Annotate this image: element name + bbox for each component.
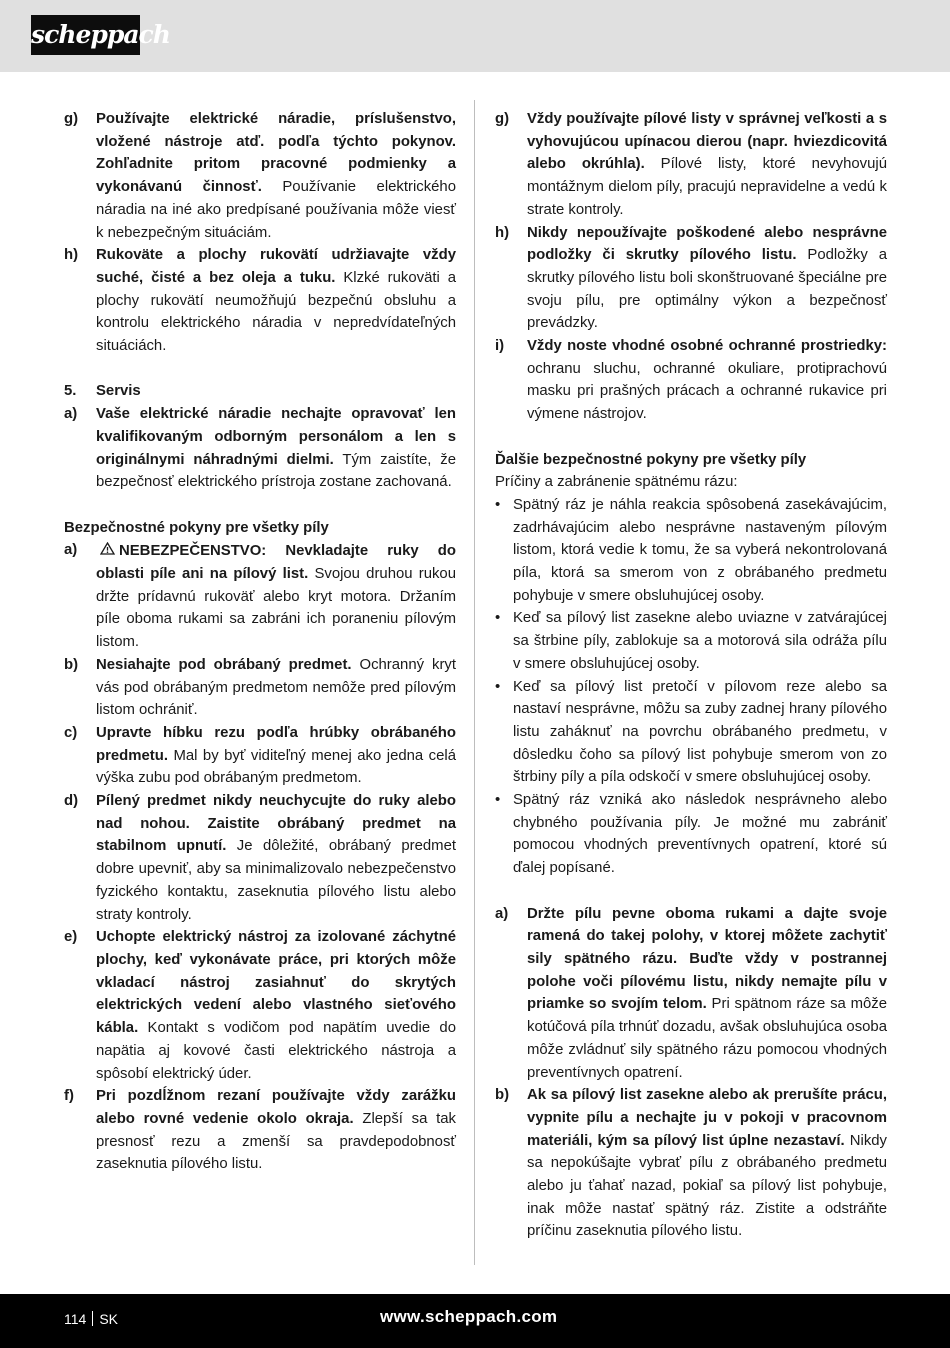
list-item-kickback-b [495, 1084, 887, 1243]
bullet-marker: • [495, 792, 501, 809]
item-marker: g) [64, 111, 79, 127]
item-text: Pri spätnom ráze sa môže kotúčová píla trhnúť dozadu, avšak obsluhujúca osoba môže zvládnuť sily spätného rázu pomocou vhodných preventívnych opatrení. [527, 996, 887, 1081]
section-heading-servis [64, 380, 456, 403]
item-marker: a) [64, 406, 78, 423]
bullet-text: Keď sa pílový list zasekne alebo uviazne v zatvárajúcej sa štrbine píly, zablokuje sa a motorová sila odráža pílu v smere obsluhujúcej osoby. [513, 610, 887, 672]
item-text: Mal by byť viditeľný menej ako jedna celá výška zubu pod obrábaným predmetom. [96, 747, 456, 787]
bullet-marker: • [495, 610, 501, 627]
bullet-text: Spätný ráz vzniká ako následok nesprávneho alebo chybného používania píly. Je možné mu zabrániť pomocou vhodných preventívnych opatrení, ktoré sú ďalej popísané. [513, 792, 887, 877]
item-marker: b) [495, 1087, 510, 1104]
item-bold-text: Ak sa pílový list zasekne alebo ak prerušíte prácu, vypnite pílu a nechajte ju v pokoji v pracovnom materiáli, kým sa pílový list úplne nezastaví. [527, 1087, 887, 1149]
item-bold-text: Vaše elektrické náradie nechajte opravovať len kvalifikovaným odborným personálom a len s originálnymi náhradnými dielmi. [96, 406, 456, 468]
item-bold-text: Držte pílu pevne oboma rukami a dajte svoje ramená do takej polohy, v ktorej môžete zachytiť sily spätného rázu. Buďte vždy v postrannej polohe voči pílovému listu, nikdy nemajte pílu v priamke so svojím telom. [527, 905, 887, 1013]
item-text: Nikdy sa nepokúšajte vybrať pílu z obrábaného predmetu alebo ju ťahať nazad, pokiaľ sa pílový list pohybuje, inak môže nastať spätný ráz. Zistite a odstráňte príčinu zaseknutia pílového listu. [527, 1132, 887, 1240]
item-text: Pílové listy, ktoré nevyhovujú montážnym dielom píly, pracujú nepravidelne a vedú k strate kontroly. [527, 156, 887, 218]
column-divider [474, 100, 475, 1265]
item-marker: a) [495, 905, 509, 922]
item-text: Tým zaistíte, že bezpečnosť elektrického prístroja zostane zachovaná. [96, 451, 457, 491]
list-item-i [495, 335, 887, 426]
bullet-item [495, 607, 887, 675]
scheppach-logo: scheppach [31, 15, 140, 55]
item-marker: f) [64, 1088, 74, 1105]
item-bold-text: Upravte híbku rezu podľa hrúbky obrábaného predmetu. [96, 724, 456, 764]
item-text: Používanie elektrického náradia na iné ako predpísané používania môže viesť k nebezpečným situáciám. [96, 179, 456, 241]
list-item-saw-a [64, 539, 456, 654]
item-marker: g) [495, 111, 510, 127]
left-column [64, 108, 456, 1176]
page-header [0, 0, 950, 72]
right-column [495, 108, 887, 1243]
list-item-servis-a [64, 403, 456, 494]
item-text: ochranu sluchu, ochranné okuliare, protiprachovú masku pri prašných prácach a ochranné rukavice pri výmene nástrojov. [527, 360, 887, 423]
list-item-g [64, 108, 456, 244]
item-bold-text: Pílený predmet nikdy neuchycujte do ruky alebo nad nohou. Zaistite obrábaný predmet na stabilnom upnutí. [96, 793, 456, 855]
bullet-text: Spätný ráz je náhla reakcia spôsobená zasekávajúcim, zadrhávajúcim alebo nesprávne nastaveným pílovým listom, ktorá vedie k tomu, že sa vyberá nekontrolovaná píla, ktorá sa smerom von z obrábaného predmetu pohybuje v smere obsluhujúcej osoby. [513, 496, 887, 604]
item-text: Svojou druhou rukou držte prídavnú rukoväť alebo kryt motora. Držaním píle oboma rukami sa zabráni ich poraneniu pílovým listom. [96, 566, 456, 651]
list-item-saw-c [64, 722, 456, 790]
item-bold-text: Nikdy nepoužívajte poškodené alebo nesprávne podložky či skrutky pílového listu. [527, 224, 887, 264]
list-item-saw-f [64, 1085, 456, 1176]
item-bold-text: Rukoväte a plochy rukovätí udržiavajte vždy suché, čisté a bez oleja a tuku. [96, 247, 456, 286]
item-bold-text: Vždy noste vhodné osobné ochranné prostriedky: [527, 338, 887, 355]
section-number: 5. [64, 383, 77, 400]
item-marker: i) [495, 338, 505, 355]
item-bold-text: Pri pozdĺžnom rezaní používajte vždy zarážku alebo rovné vedenie okolo okraja. [96, 1088, 456, 1127]
list-item-saw-d [64, 790, 456, 926]
bullet-text: Keď sa pílový list pretočí v pílovom reze alebo sa nastaví nesprávne, môžu sa zuby zadnej hrany pílového listu zaháknuť na povrchu obrábaného predmetu, v dôsledku čoho sa pílový list pohybuje smerom von zo štrbiny píly a píla odskočí v smere obsluhujúcej osoby. [513, 678, 887, 786]
bullet-item [495, 789, 887, 880]
section-heading-more-safety: Ďalšie bezpečnostné pokyny pre všetky píly [495, 451, 807, 468]
page-indicator [64, 1311, 118, 1327]
item-text: Klzké rukoväti a plochy rukovätí neumožňujú bezpečnú obsluhu a kontrolu elektrického náradia v nepredvídateľných situáciách. [96, 269, 457, 355]
item-text: Kontakt s vodičom pod napätím uvedie do napätia aj kovové časti elektrického nástroja a spôsobí elektrický úder. [96, 1020, 456, 1082]
item-bold-text: NEBEZPEČENSTVO: Nevkladajte ruky do oblasti píle ani na pílový list. [96, 543, 456, 583]
language-code: SK [99, 1311, 119, 1327]
website-link[interactable]: www.scheppach.com [380, 1307, 558, 1326]
list-item-h [64, 244, 456, 358]
bullet-marker: • [495, 496, 501, 513]
item-bold-text: Nesiahajte pod obrábaný predmet. [96, 656, 352, 673]
page-footer [0, 1294, 950, 1348]
list-item-kickback-a [495, 903, 887, 1085]
item-marker: a) [64, 542, 78, 559]
section-title: Servis [96, 383, 141, 400]
item-text: Je dôležité, obrábaný predmet dobre upevniť, aby sa minimalizovalo nebezpečenstvo fyzického kontaktu, zaseknutia pílového listu alebo straty kontroly. [96, 838, 456, 923]
warning-triangle-icon [100, 539, 115, 562]
footer-separator [92, 1311, 93, 1326]
item-marker: d) [64, 793, 79, 810]
list-item-g [495, 108, 887, 222]
item-bold-text: Vždy používajte pílové listy v správnej veľkosti a s vyhovujúcou upínacou dierou (napr. hviezdicovitá alebo okrúhla). [527, 111, 887, 173]
list-item-saw-b [64, 654, 456, 722]
bullet-item [495, 494, 887, 608]
section-heading-saws: Bezpečnostné pokyny pre všetky píly [64, 519, 329, 536]
item-marker: h) [64, 247, 79, 264]
item-bold-text: Používajte elektrické náradie, príslušenstvo, vložené nástroje atď. podľa týchto pokynov. Zohľadnite pritom pracovné podmienky a vykonávanú činnosť. [96, 111, 456, 196]
page-number: 114 [64, 1311, 87, 1327]
item-marker: e) [64, 929, 78, 946]
item-text: Podložky a skrutky pílového listu boli skonštruované špeciálne pre svoju pílu, pre optimálny výkon a bezpečnosť prevádzky. [527, 247, 887, 332]
bullet-item [495, 676, 887, 790]
item-marker: b) [64, 656, 79, 673]
item-marker: c) [64, 724, 78, 741]
item-bold-text: Uchopte elektrický nástroj za izolované záchytné plochy, keď vykonávate práce, pri ktorých môže vkladací nástroj zasiahnuť do skrytých elektrických vedení alebo vlastného sieťového kábla. [96, 929, 456, 1037]
list-item-saw-e [64, 926, 456, 1085]
list-item-h [495, 222, 887, 336]
item-marker: h) [495, 224, 510, 241]
item-text: Ochranný kryt vás pod obrábaným predmetom nemôže pred pílovým listom ochrániť. [96, 656, 456, 719]
bullet-marker: • [495, 678, 501, 695]
item-text: Zlepší sa tak presnosť rezu a zmenší sa pravdepodobnosť zaseknutia pílového listu. [96, 1110, 456, 1173]
kickback-subheading: Príčiny a zabránenie spätnému rázu: [495, 474, 738, 491]
